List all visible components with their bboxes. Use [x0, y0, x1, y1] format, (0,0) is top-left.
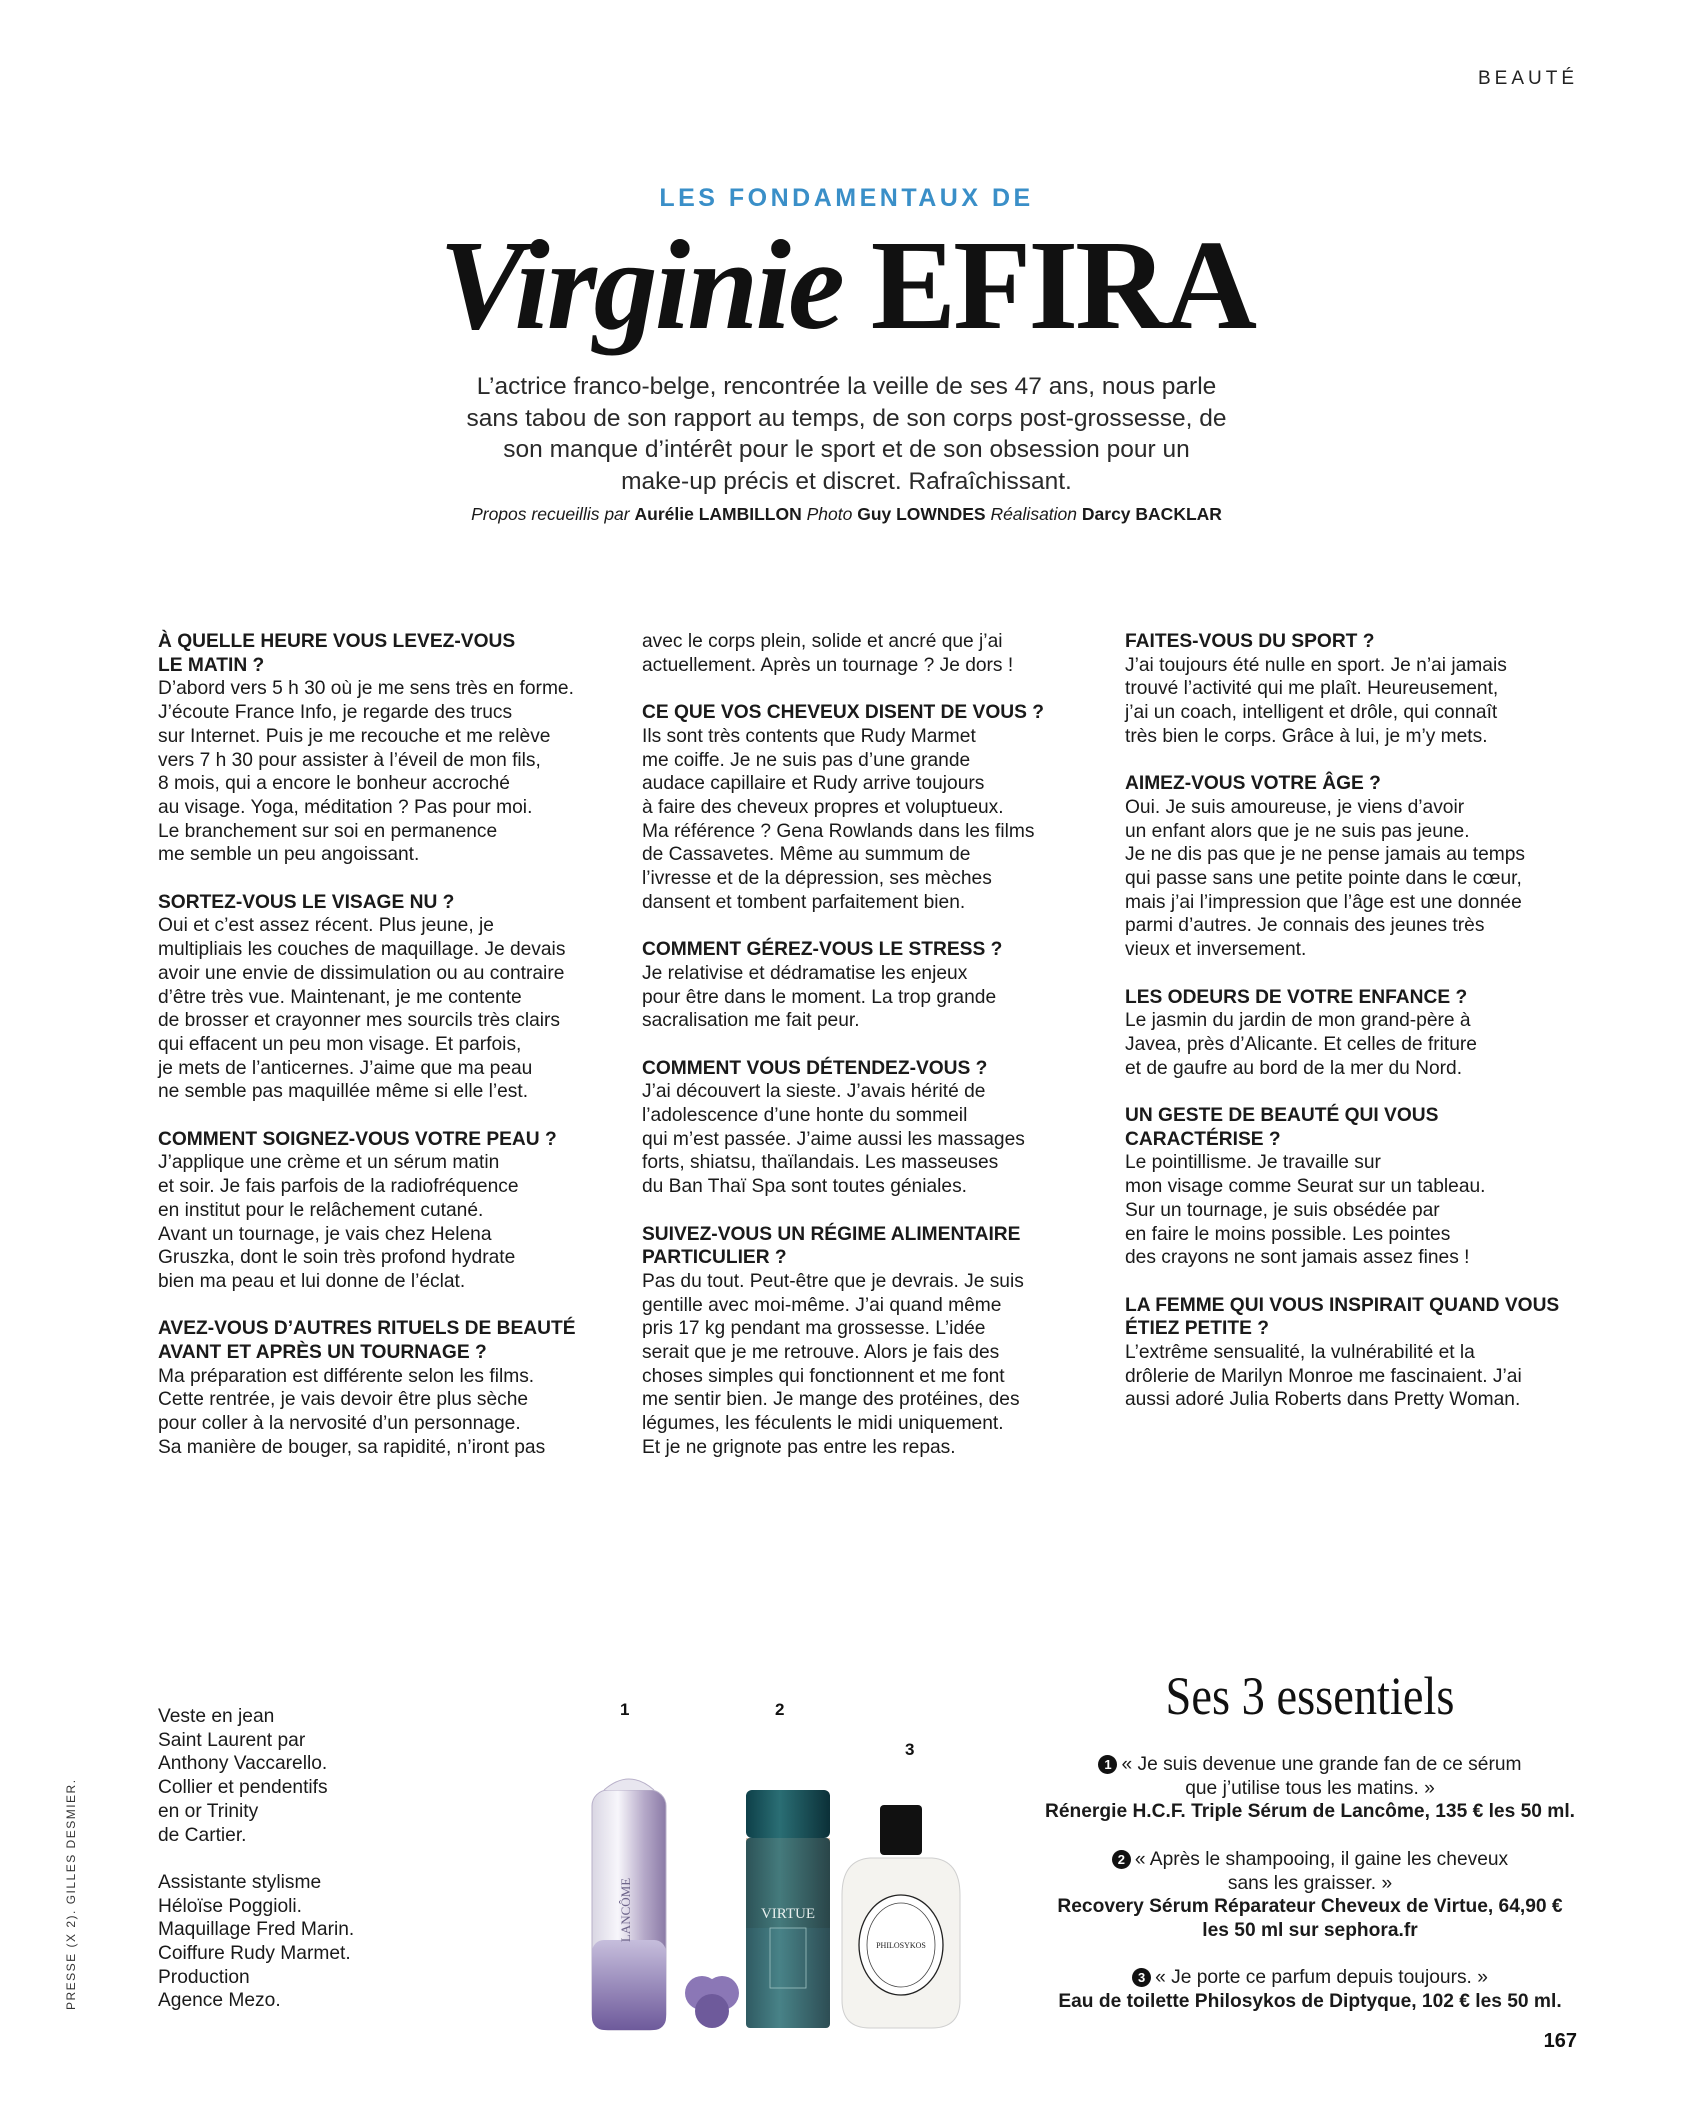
diptyque-brand: PHILOSYKOS: [876, 1941, 926, 1950]
question: UN GESTE DE BEAUTÉ QUI VOUS CARACTÉRISE ?: [1125, 1105, 1439, 1150]
qa-block: [1125, 1104, 1575, 1270]
essential-quote: « Je suis devenue une grande fan de ce sérum que j’utilise tous les matins. »: [1121, 1754, 1522, 1799]
qa-block: [158, 891, 608, 1104]
essential-product: Rénergie H.C.F. Triple Sérum de Lancôme, 135 € les 50 ml.: [1045, 1801, 1575, 1823]
credit-propos-label: Propos recueillis par: [471, 504, 630, 524]
question: À QUELLE HEURE VOUS LEVEZ-VOUS LE MATIN ?: [158, 631, 516, 676]
qa-block: [158, 1128, 608, 1294]
question: LES ODEURS DE VOTRE ENFANCE ?: [1125, 986, 1468, 1008]
article-kicker: LES FONDAMENTAUX DE: [659, 184, 1034, 212]
essentials-title: Ses 3 essentiels: [1165, 1666, 1455, 1726]
credit-photo-label: Photo: [806, 504, 853, 524]
essentials-list: [1030, 1753, 1590, 2037]
essential-product: Recovery Sérum Réparateur Cheveux de Virtue, 64,90 € les 50 ml sur sephora.fr: [1057, 1896, 1563, 1941]
answer: J’applique une crème et un sérum matin et soir. Je fais parfois de la radiofréquence en institut pour le relâchement cutané. Avant un tournage, je vais chez Helena Gruszka, dont le soin très profond hydrate bien ma peau et lui donne de l’éclat.: [158, 1152, 519, 1292]
interview-column-2: [642, 630, 1092, 1483]
credit-realisation-name: Darcy BACKLAR: [1081, 504, 1222, 524]
credit-propos-name: Aurélie LAMBILLON: [634, 504, 802, 524]
product-number-2: 2: [775, 1700, 785, 1719]
product-number-1: 1: [620, 1700, 630, 1719]
interview-column-1: [158, 630, 608, 1483]
essential-item: [1030, 1848, 1590, 1943]
qa-block: [1125, 1294, 1575, 1413]
question: AVEZ-VOUS D’AUTRES RITUELS DE BEAUTÉ AVANT ET APRÈS UN TOURNAGE ?: [158, 1318, 576, 1364]
question: CE QUE VOS CHEVEUX DISENT DE VOUS ?: [642, 702, 1044, 724]
number-badge: 2: [1112, 1850, 1131, 1869]
answer: [158, 677, 608, 867]
diptyque-perfume-bottle: [842, 1805, 960, 2028]
article-credits: [0, 504, 1693, 525]
title-first-name: Virginie: [438, 214, 842, 356]
answer: Ma préparation est différente selon les films. Cette rentrée, je vais devoir être plus sèche pour coller à la nervosité d’un personnage. Sa manière de bouger, sa rapidité, n’iront pas: [158, 1365, 546, 1458]
title-last-name: EFIRA: [870, 214, 1255, 356]
question: COMMENT VOUS DÉTENDEZ-VOUS ?: [642, 1057, 988, 1079]
qa-block: [642, 1057, 1092, 1199]
answer: Le pointillisme. Je travaille sur mon visage comme Seurat sur un tableau. Sur un tournage, je suis obsédée par en faire le moins possible. Les pointes des crayons ne sont jamais assez fines !: [1125, 1152, 1486, 1269]
essential-quote: « Après le shampooing, il gaine les cheveux sans les graisser. »: [1134, 1848, 1509, 1894]
section-label: BEAUTÉ: [1477, 68, 1578, 89]
qa-block: [642, 938, 1092, 1033]
number-badge: 1: [1098, 1755, 1117, 1774]
question: FAITES-VOUS DU SPORT ?: [1125, 631, 1375, 652]
credit-realisation-label: Réalisation: [990, 504, 1078, 524]
answer: Pas du tout. Peut-être que je devrais. Je suis gentille avec moi-même. J’ai quand même pris 17 kg pendant ma grossesse. L’idée serait que je me retrouve. Alors je fais des choses simples qui fonctionnent et me font me sentir bien. Je mange des protéines, des légumes, les féculents le midi uniquement. Et je ne grignote pas entre les repas.: [642, 1270, 1024, 1458]
qa-block: [1125, 772, 1575, 962]
question: AIMEZ-VOUS VOTRE ÂGE ?: [1125, 773, 1381, 795]
essential-quote: « Je porte ce parfum depuis toujours. »: [1155, 1967, 1488, 1989]
essential-product: Eau de toilette Philosykos de Diptyque, 102 € les 50 ml.: [1058, 1991, 1562, 2012]
product-number-3: 3: [905, 1740, 915, 1759]
photo-credit: PRESSE (X 2). GILLES DESMIER.: [64, 1778, 78, 2010]
question: SORTEZ-VOUS LE VISAGE NU ?: [158, 891, 455, 913]
qa-block: [158, 1317, 608, 1459]
question: LA FEMME QUI VOUS INSPIRAIT QUAND VOUS ÉTIEZ PETITE ?: [1125, 1294, 1560, 1340]
page-number: 167: [1543, 2030, 1577, 2052]
qa-block: [1125, 986, 1575, 1081]
answer: L’extrême sensualité, la vulnérabilité et la drôlerie de Marilyn Monroe me fascinaient. J’ai aussi adoré Julia Roberts dans Pretty Woman.: [1125, 1342, 1522, 1411]
article-intro: L’actrice franco-belge, rencontrée la veille de ses 47 ans, nous parle sans tabou de son rapport au temps, de son corps post-grossesse, de son manque d’intérêt pour le sport et de son obsession pour un make-up précis et discret. Rafraîchissant.: [466, 373, 1227, 495]
essential-item: [1030, 1966, 1590, 2013]
essential-item: [1030, 1753, 1590, 1824]
qa-block: [642, 701, 1092, 914]
answer: Ils sont très contents que Rudy Marmet me coiffe. Je ne suis pas d’une grande audace capillaire et Rudy arrive toujours à faire des cheveux propres et voluptueux. Ma référence ? Gena Rowlands dans les films de Cassavetes. Même au summum de l’ivresse et de la dépression, ses mèches dansent et tombent parfaitement bien.: [642, 725, 1035, 913]
interview-column-3: [1125, 630, 1575, 1436]
virtue-brand: VIRTUE: [760, 1906, 816, 1922]
answer: J’ai toujours été nulle en sport. Je n’ai jamais trouvé l’activité qui me plaît. Heureusement, j’ai un coach, intelligent et drôle, qui connaît très bien le corps. Grâce à lui, je m’y mets.: [1125, 654, 1507, 747]
product-images: [580, 1690, 980, 2040]
answer-continuation: avec le corps plein, solide et ancré que j’ai actuellement. Après un tournage ? Je dors !: [642, 631, 1014, 676]
lancome-brand: LANCÔME: [618, 1877, 633, 1943]
question: COMMENT GÉREZ-VOUS LE STRESS ?: [642, 939, 1003, 961]
answer: Je relativise et dédramatise les enjeux pour être dans le moment. La trop grande sacralisation me fait peur.: [642, 962, 997, 1032]
styling-credits: Veste en jean Saint Laurent par Anthony Vaccarello. Collier et pendentifs en or Trinity de Cartier. Assistante stylisme Héloïse Poggioli. Maquillage Fred Marin. Coiffure Rudy Marmet. Production Agence Mezo.: [158, 1706, 355, 2012]
qa-block: [642, 1223, 1092, 1460]
article-title: [0, 214, 1693, 356]
answer: J’ai découvert la sieste. J’avais hérité de l’adolescence d’une honte du sommeil qui m’est passée. J’aime aussi les massages forts, shiatsu, thaïlandais. Les masseuses du Ban Thaï Spa sont toutes géniales.: [642, 1081, 1025, 1198]
virtue-serum-bottle: [746, 1790, 830, 2028]
credit-photo-name: Guy LOWNDES: [857, 504, 986, 524]
answer: Le jasmin du jardin de mon grand-père à Javea, près d’Alicante. Et celles de friture et de gaufre au bord de la mer du Nord.: [1125, 1010, 1477, 1079]
question: COMMENT SOIGNEZ-VOUS VOTRE PEAU ?: [158, 1128, 557, 1150]
answer: Oui et c’est assez récent. Plus jeune, je multipliais les couches de maquillage. Je devais avoir une envie de dissimulation ou au contraire d’être très vue. Maintenant, je me contente de brosser et crayonner mes sourcils très clairs qui effacent un peu mon visage. Et parfois, je mets de l’anticernes. J’aime que ma peau ne semble pas maquillée même si elle l’est.: [158, 915, 566, 1103]
answer-text: D’abord vers 5 h 30 où je me sens très en forme. J’écoute France Info, je regarde des trucs sur Internet. Puis je me recouche et me relève vers 7 h 30 pour assister à l’éveil de mon fils, 8 mois, qui a encore le bonheur accroché au visage. Yoga, méditation ? Pas pour moi. Le branchement sur soi en permanence me semble un peu angoissant.: [158, 678, 574, 866]
question: SUIVEZ-VOUS UN RÉGIME ALIMENTAIRE PARTICULIER ?: [642, 1223, 1021, 1269]
lancome-serum-bottle: [592, 1779, 739, 2030]
qa-block: [158, 630, 608, 867]
number-badge: 3: [1132, 1968, 1151, 1987]
product-illustrations: [580, 1690, 980, 2040]
answer: Oui. Je suis amoureuse, je viens d’avoir un enfant alors que je ne suis pas jeune. Je ne dis pas que je ne pense jamais au temps qui passe sans une petite pointe dans le cœur, mais j’ai l’impression que l’âge est une donnée parmi d’autres. Je connais des jeunes très vieux et inversement.: [1125, 796, 1525, 961]
qa-block: [1125, 630, 1575, 749]
